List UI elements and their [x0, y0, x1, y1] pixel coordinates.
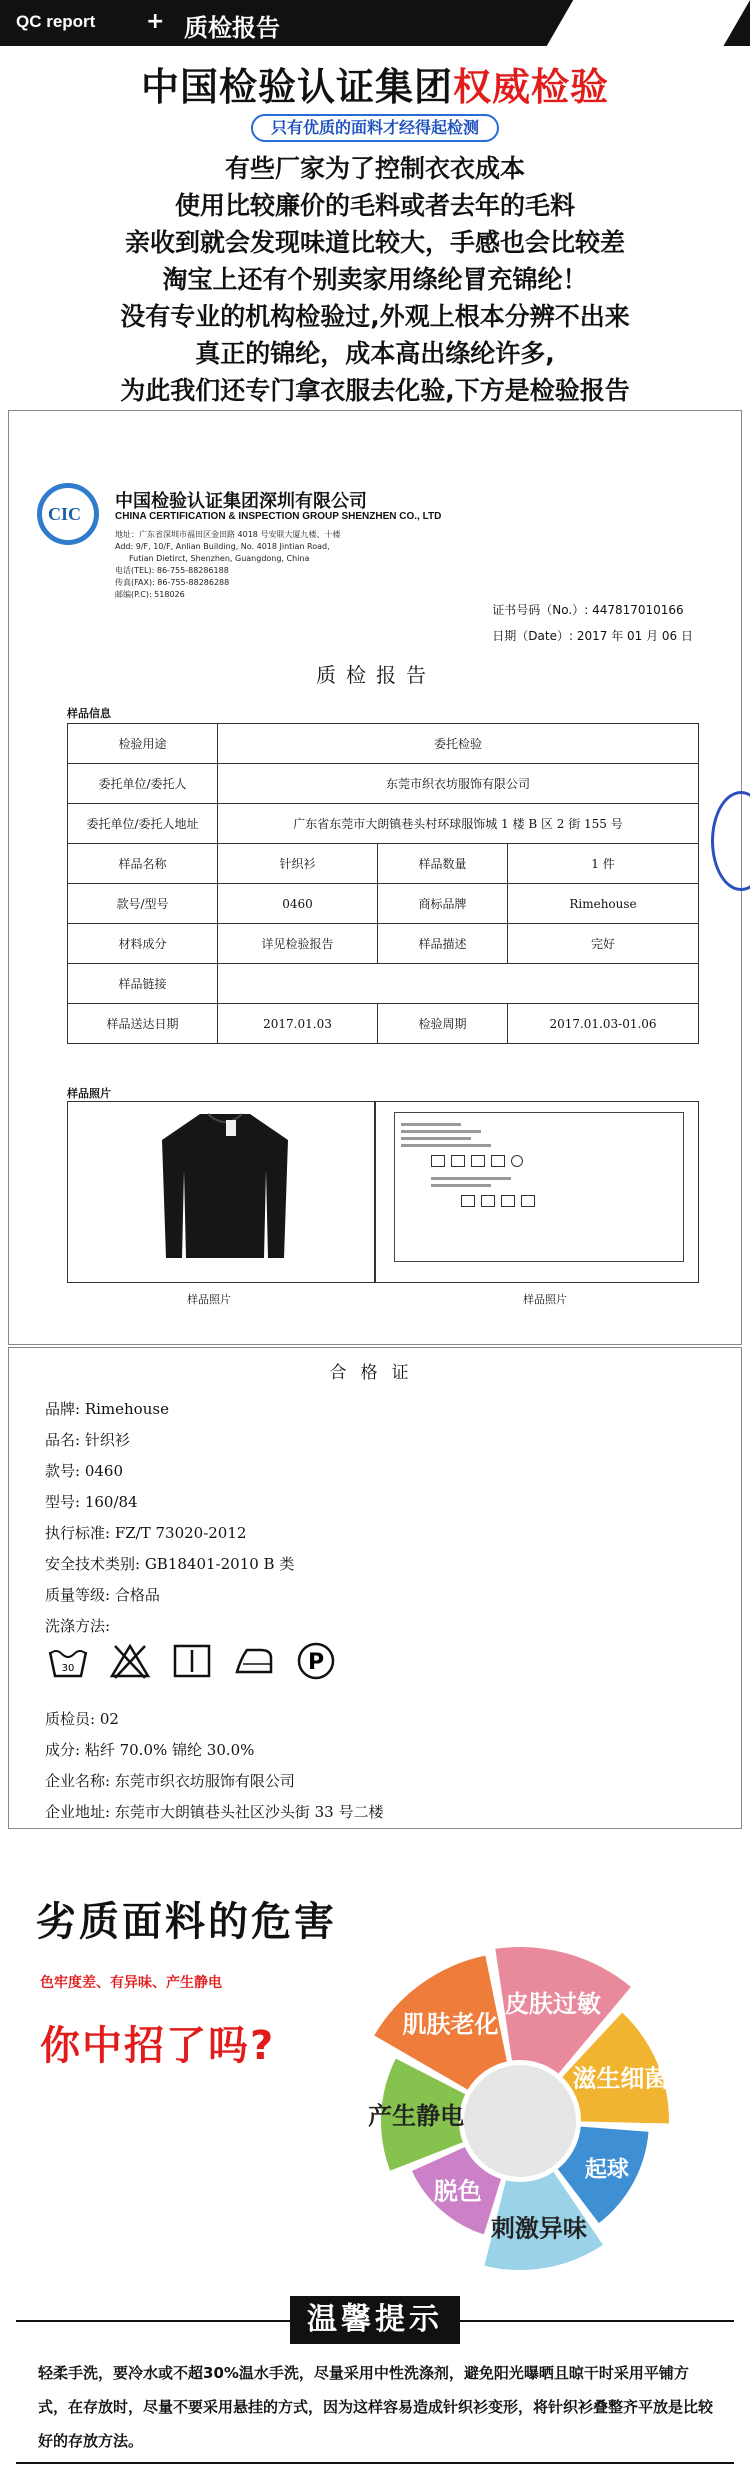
intro-text [0, 150, 750, 409]
intro-line: 真正的锦纶，成本高出绦纶许多, [195, 339, 555, 368]
certificate-meta [492, 597, 693, 649]
blue-seal [711, 791, 750, 891]
intro-line: 淘宝上还有个别卖家用绦纶冒充锦纶！ [162, 265, 588, 294]
sample-info-label: 样品信息 [67, 707, 111, 720]
sweater-image [160, 1110, 290, 1260]
cert-number: 证书号码（No.）: 447817010166 [492, 603, 684, 617]
tip-bottom-line [16, 2462, 734, 2464]
plus-icon: + [146, 9, 165, 34]
logo-text: CIC [48, 504, 82, 524]
hazard-label: 滋生细菌 [572, 2064, 669, 2093]
dry-letter: P [307, 1650, 325, 1675]
table-cell: 商标品牌 [378, 884, 508, 924]
table-cell: 样品链接 [68, 964, 218, 1004]
table-cell: 样品描述 [378, 924, 508, 964]
iron-icon [233, 1640, 275, 1682]
contact-line: 邮编(P.C): 518026 [115, 590, 185, 599]
title-black: 中国检验认证集团 [140, 65, 453, 109]
wash-temp: 30 [61, 1663, 75, 1674]
qc-report-label: QC report [16, 12, 96, 31]
table-row [68, 764, 699, 804]
hazard-label: 起球 [584, 2157, 629, 2183]
contact-line: 电话(TEL): 86-755-88286188 [115, 566, 229, 575]
table-cell: 2017.01.03 [218, 1004, 378, 1044]
drip-dry-icon [171, 1640, 213, 1682]
cert-line: 成分: 粘纤 70.0% 锦纶 30.0% [45, 1741, 255, 1759]
table-cell: 详见检验报告 [218, 924, 378, 964]
hazard-ring [320, 1906, 750, 2336]
sample-photo-label: 样品照片 [67, 1087, 111, 1100]
contact-line: Futian Dietirct, Shenzhen, Guangdong, China [129, 554, 310, 563]
photo-caption: 样品照片 [187, 1293, 231, 1306]
company-contact [115, 529, 340, 601]
hazard-label: 肌肤老化 [402, 2010, 499, 2039]
hazard-question: 你中招了吗? [40, 2023, 276, 2069]
hazard-label: 刺激异味 [490, 2214, 587, 2243]
table-cell: 款号/型号 [68, 884, 218, 924]
table-row [68, 724, 699, 764]
contact-line: 传真(FAX): 86-755-88286288 [115, 578, 230, 587]
cert-line: 质量等级: 合格品 [45, 1586, 160, 1604]
table-row [68, 804, 699, 844]
table-cell: 样品名称 [68, 844, 218, 884]
sample-photos [67, 1101, 699, 1283]
page-title [0, 56, 750, 111]
table-row [68, 1004, 699, 1044]
table-cell: 样品送达日期 [68, 1004, 218, 1044]
cert-line: 执行标准: FZ/T 73020-2012 [45, 1524, 247, 1542]
header-title: 质检报告 [184, 14, 280, 42]
hazard-label: 产生静电 [368, 2101, 465, 2130]
inspection-report [8, 410, 742, 1345]
cert-line: 款号: 0460 [45, 1462, 123, 1480]
sample-info-table [67, 723, 699, 1044]
care-label-image [394, 1112, 684, 1262]
ring-center [464, 2065, 576, 2177]
table-cell [218, 964, 699, 1004]
table-row [68, 964, 699, 1004]
wash-symbols [47, 1640, 337, 1682]
table-cell: 材料成分 [68, 924, 218, 964]
wash-30-icon [47, 1640, 89, 1682]
header-banner [0, 0, 750, 46]
dry-clean-p-icon [295, 1640, 337, 1682]
certificate-title: 合格证 [329, 1363, 423, 1383]
certificate-fields [45, 1394, 383, 1828]
cert-line: 品名: 针织衫 [45, 1431, 130, 1449]
no-bleach-icon [109, 1640, 151, 1682]
hazard-label: 脱色 [433, 2177, 482, 2206]
report-title: 质检报告 [316, 663, 436, 687]
table-cell: 1 件 [508, 844, 699, 884]
contact-line: Add: 9/F, 10/F, Anlian Building, No. 4018 Jintian Road, [115, 542, 330, 551]
hazard-label: 皮肤过敏 [504, 1990, 601, 2019]
photo-caption: 样品照片 [523, 1293, 567, 1306]
garment-photo [67, 1101, 375, 1283]
cert-line: 质检员: 02 [45, 1710, 119, 1728]
table-cell: 检验周期 [378, 1004, 508, 1044]
company-name-en: CHINA CERTIFICATION & INSPECTION GROUP SHENZHEN CO., LTD [115, 511, 442, 522]
table-cell: 样品数量 [378, 844, 508, 884]
table-cell: 针织衫 [218, 844, 378, 884]
cic-logo [37, 483, 99, 545]
intro-line: 为此我们还专门拿衣服去化验,下方是检验报告 [120, 376, 630, 405]
cert-line: 安全技术类别: GB18401-2010 B 类 [45, 1555, 295, 1573]
intro-line: 没有专业的机构检验过,外观上根本分辨不出来 [120, 302, 630, 331]
table-cell: 东莞市织衣坊服饰有限公司 [218, 764, 699, 804]
table-cell: 2017.01.03-01.06 [508, 1004, 699, 1044]
contact-line: 地址：广东省深圳市福田区金田路 4018 号安联大厦九楼、十楼 [115, 530, 341, 539]
cert-line: 型号: 160/84 [45, 1493, 138, 1511]
intro-line: 亲收到就会发现味道比较大，手感也会比较差 [124, 228, 625, 257]
report-date: 日期（Date）: 2017 年 01 月 06 日 [492, 629, 693, 643]
table-cell: 完好 [508, 924, 699, 964]
quality-pill: 只有优质的面料才经得起检测 [251, 114, 499, 142]
tip-text: 轻柔手洗，要冷水或不超30%温水手洗，尽量采用中性洗涤剂，避免阳光曝晒且晾干时采用平铺方式，在存放时，尽量不要采用悬挂的方式，因为这样容易造成针织衫变形，将针织衫叠整齐平放是比较好的存放方法。 [38, 2364, 714, 2450]
cert-line: 企业名称: 东莞市织衣坊服饰有限公司 [45, 1772, 295, 1790]
intro-line: 使用比较廉价的毛料或者去年的毛料 [174, 191, 575, 220]
label-photo [375, 1101, 699, 1283]
quality-certificate [8, 1347, 742, 1829]
cert-line: 洗涤方法: [45, 1617, 111, 1635]
hazard-subtitle: 色牢度差、有异味、产生静电 [40, 1975, 222, 1991]
cert-line: 企业地址: 东莞市大朗镇巷头社区沙头街 33 号二楼 [45, 1803, 384, 1821]
title-red: 权威检验 [453, 65, 610, 109]
table-cell: 委托检验 [218, 724, 699, 764]
table-cell: 0460 [218, 884, 378, 924]
table-cell: 委托单位/委托人地址 [68, 804, 218, 844]
intro-line: 有些厂家为了控制衣衣成本 [224, 154, 525, 183]
table-cell: 委托单位/委托人 [68, 764, 218, 804]
cert-line: 品牌: Rimehouse [45, 1400, 169, 1418]
company-name-zh: 中国检验认证集团深圳有限公司 [115, 491, 367, 512]
table-cell: 广东省东莞市大朗镇巷头村环球服饰城 1 楼 B 区 2 街 155 号 [218, 804, 699, 844]
table-row [68, 884, 699, 924]
table-cell: 检验用途 [68, 724, 218, 764]
banner-stripe-wide [583, 0, 750, 46]
table-row [68, 844, 699, 884]
table-cell: Rimehouse [508, 884, 699, 924]
tip-badge: 温馨提示 [290, 2296, 460, 2344]
hazard-title: 劣质面料的危害 [36, 1899, 337, 1945]
table-row [68, 924, 699, 964]
